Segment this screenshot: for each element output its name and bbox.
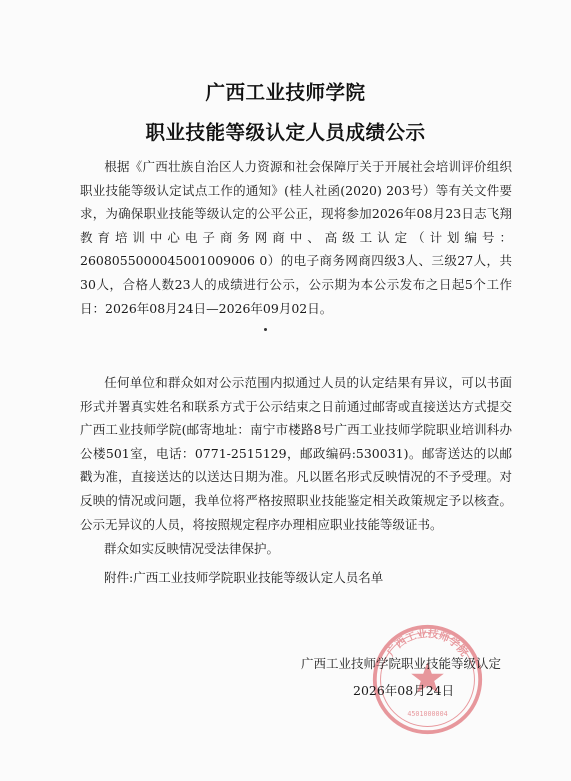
- signature-organization: 广西工业技师学院职业技能等级认定: [301, 656, 502, 671]
- paragraph-announcement-text: 根据《广西壮族自治区人力资源和社会保障厅关于开展社会培训评价组织职业技能等级认定试点工作的通知》(桂人社函(2020) 203号）等有关文件要求，为确保职业技能等级认定的公平公正，现将参加2026年08月23日志飞翔教育培训中心电子商务网商中、高级工认定（计划编号：2608055000045001009006 0）的电子商务网商四级3人、三级27人，共30人，合格人数23人的成绩进行公示，公示期为本公示发布之日起5个工作日：2026年08月24日—2026年09月02日。: [80, 159, 512, 316]
- paragraph-objection-text: 任何单位和群众如对公示范围内拟通过人员的认定结果有异议，可以书面形式并署真实姓名和联系方式于公示结束之日前通过邮寄或直接送达方式提交广西工业技师学院(邮寄地址：南宁市楼路8号广西工业技师学院职业培训科办公楼501室，电话：0771-2515129，邮政编码:530031)。邮寄送达的以邮戳为准，直接送达的以送达日期为准。凡以匿名形式反映情况的不予受理。对反映的情况或问题，我单位将严格按照职业技能鉴定相关政策规定予以核查。公示无异议的人员，将按照规定程序办理相应职业技能等级证书。: [80, 375, 512, 532]
- signature-date: 2026年08月24日: [353, 683, 455, 698]
- paragraph-legal-protection: 群众如实反映情况受法律保护。: [104, 541, 280, 556]
- seal-arc-text: 广西工业技师学院: [384, 627, 471, 659]
- document-title-line-1: 广西工业技师学院: [205, 81, 366, 104]
- official-seal-stamp: [370, 622, 485, 737]
- paragraph-attachment: 附件:广西工业技师学院职业技能等级认定人员名单: [104, 570, 384, 585]
- paragraph-announcement: [80, 155, 512, 320]
- scan-artifact-dot: [264, 328, 267, 331]
- seal-number: 4501000004: [407, 709, 448, 718]
- paragraph-objection-procedure: [80, 371, 512, 536]
- document-title-line-2: 职业技能等级认定人员成绩公示: [145, 121, 426, 144]
